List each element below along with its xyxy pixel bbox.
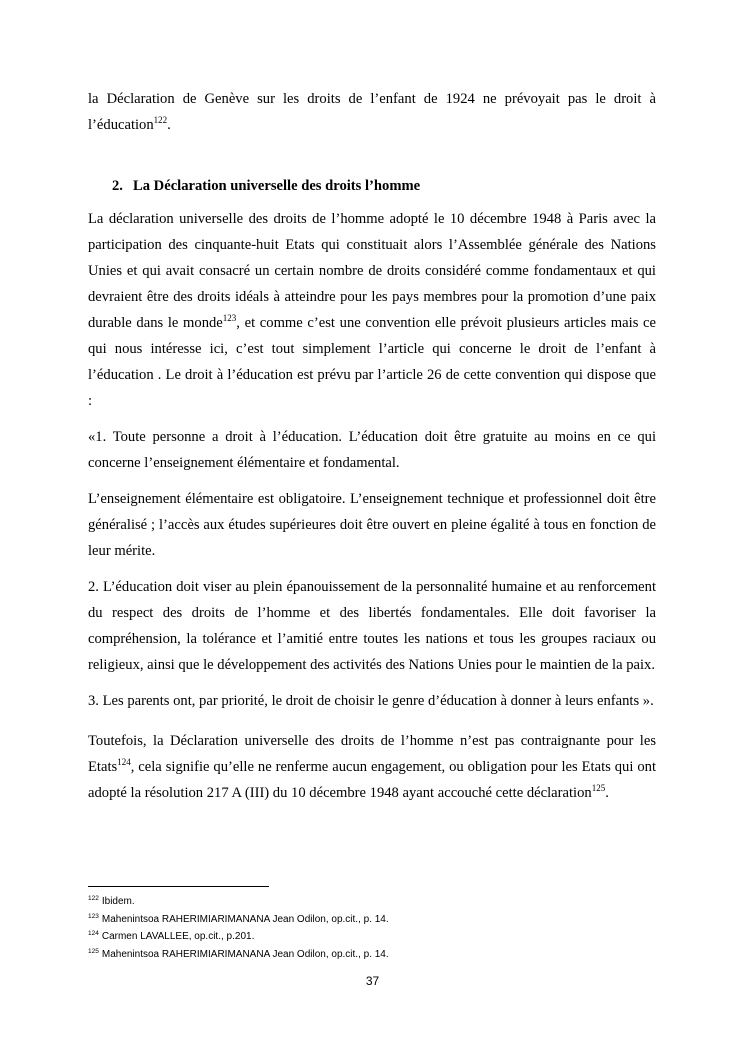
footnote-ref-122[interactable]: 122 <box>153 115 168 125</box>
footnote-separator <box>88 886 269 887</box>
quote-article-2: 2. L’éducation doit viser au plein épanouissement de la personnalité humaine et au renforcement du respect des droits de l’homme et des libertés fondamentales. Elle doit favoriser la compréhension, la tolérance et l’amitié entre toutes les nations et tous les groupes raciaux ou religieux, ainsi que le développement des activités des Nations Unies pour le maintien de la paix. <box>88 579 656 673</box>
footnote-ref-125[interactable]: 125 <box>591 783 606 793</box>
quote-article-3: 3. Les parents ont, par priorité, le droit de choisir le genre d’éducation à donner à leurs enfants ». <box>88 693 654 709</box>
footnote-text: Mahenintsoa RAHERIMIARIMANANA Jean Odilon, op.cit., p. 14. <box>101 913 389 925</box>
section-number: 2. <box>112 178 123 194</box>
intro-text: la Déclaration de Genève sur les droits de l’enfant de 1924 ne prévoyait pas le droit à l’éducation <box>88 91 656 133</box>
quote-article-1: «1. Toute personne a droit à l’éducation. L’éducation doit être gratuite au moins en ce qui concerne l’enseignement élémentaire et fondamental. <box>88 429 656 471</box>
footnote-item <box>88 911 389 929</box>
footnote-ref-123[interactable]: 123 <box>222 313 237 323</box>
footnote-item <box>88 946 389 964</box>
footnote-text: Ibidem. <box>101 896 135 907</box>
page-number: 37 <box>365 974 380 988</box>
footnote-number: 122 <box>88 895 99 902</box>
footnote-ref-124[interactable]: 124 <box>117 757 131 767</box>
main-text <box>88 206 656 806</box>
footnote-text: Mahenintsoa RAHERIMIARIMANANA Jean Odilon, op.cit., p. 14. <box>101 948 389 960</box>
section-heading <box>112 173 420 199</box>
paragraph-conclusion <box>88 728 656 806</box>
footnote-number: 124 <box>88 930 99 937</box>
quote-article-1-continued: L’enseignement élémentaire est obligatoire. L’enseignement technique et professionnel doit être généralisé ; l’accès aux études supérieures doit être ouvert en pleine égalité à tous en fonction de leur mérite. <box>88 491 656 559</box>
paragraph-text: , cela signifie qu’elle ne renferme aucun engagement, ou obligation pour les Etats qui ont adopté la résolution 217 A (III) du 10 décembre 1948 ayant accouché cette déclaration <box>88 759 656 801</box>
intro-end: . <box>167 117 171 133</box>
footnote-item <box>88 893 389 911</box>
section-title: La Déclaration universelle des droits l’homme <box>133 178 421 194</box>
footnote-number: 123 <box>88 912 99 920</box>
intro-paragraph <box>88 86 656 138</box>
page-body <box>88 86 656 138</box>
footnote-text: Carmen LAVALLEE, op.cit., p.201. <box>101 931 255 942</box>
paragraph-text: La déclaration universelle des droits de l’homme adopté le 10 décembre 1948 à Paris avec la participation des cinquante-huit Etats qui constituait alors l’Assemblée générale des Nations Unies et qui avait consacré un certain nombre de droits considéré comme fondamentaux et qui devraient être des droits idéals à atteindre pour les pays membres pour la promotion d’une paix durable dans le monde <box>88 211 656 331</box>
paragraph-text: Toutefois, la Déclaration universelle des droits de l’homme n’est pas contraignante pour les Etats <box>88 733 656 775</box>
footnote-item <box>88 928 389 946</box>
footnote-number: 125 <box>88 947 99 955</box>
paragraph-end: . <box>605 785 609 801</box>
paragraph-declaration <box>88 206 656 414</box>
paragraph-text: , et comme c’est une convention elle prévoit plusieurs articles mais ce qui nous intéresse ici, c’est tout simplement l’article qui concerne le droit de l’enfant à l’éducation . Le droit à l’éducation est prévu par l’article 26 de cette convention qui dispose que : <box>88 315 656 409</box>
footnotes <box>88 893 389 963</box>
